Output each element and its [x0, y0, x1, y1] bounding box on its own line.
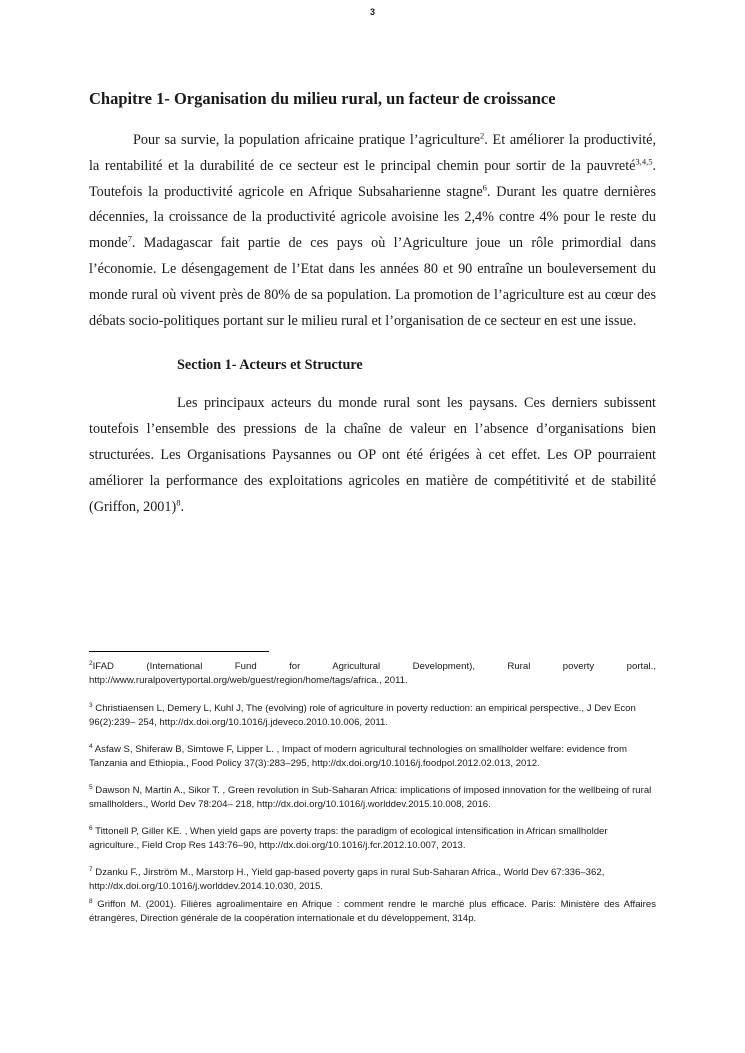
footnote-item [89, 743, 656, 771]
footnote-text: Christiaensen L, Demery L, Kuhl J, The (evolving) role of agriculture in poverty reduction: an empirical perspective., J Dev Econ 96(2):239– 254, http://dx.doi.org/10.1016/j.jdeveco.2010.10.006, 2011. [89, 703, 636, 728]
footnote-item [89, 898, 656, 926]
page-number: 3 [369, 7, 375, 17]
paragraph-text: Les principaux acteurs du monde rural sont les paysans. Ces derniers subissent toutefois l’ensemble des pressions de la chaîne de valeur en l’absence d’organisations bien structurées. Les Organisations Paysannes ou OP ont été érigées à cet effet. Les OP pourraient améliorer la performance des exploitations agricoles en matière de compétitivité et de stabilité (Griffon, 2001) [89, 395, 656, 515]
footnotes [89, 660, 656, 926]
paragraph-actors [89, 391, 656, 520]
footnote-number: 8 [89, 897, 93, 905]
paragraph-text: . Toutefois la productivité agricole en Afrique Subsaharienne stagne [89, 157, 656, 200]
footnote-text: Asfaw S, Shiferaw B, Simtowe F, Lipper L. , Impact of modern agricultural technologies on smallholder welfare: evidence from Tanzania and Ethiopia., Food Policy 37(3):283–295, http://dx.doi.org/10.1016/j.foodpol.2012.02.013, 2012. [89, 744, 627, 769]
footnote-number: 6 [89, 824, 93, 832]
paragraph-text: . Durant les quatre dernières décennies, la croissance de la productivité agricole avoisine les 2,4% contre 4% pour le reste du monde [89, 183, 656, 252]
footnote-text: Tittonell P, Giller KE. , When yield gaps are poverty traps: the paradigm of ecological intensification in African smallholder agriculture., Field Crop Res 143:76–90, http://dx.doi.org/10.1016/j.fcr.2012.10.007, 2013. [89, 826, 608, 851]
section-title: Section 1- Acteurs et Structure [177, 357, 363, 374]
footnote-ref[interactable]: 7 [127, 233, 132, 244]
footnote-item [89, 866, 656, 894]
footnote-ref[interactable]: 6 [482, 181, 487, 192]
footnote-number: 7 [89, 865, 93, 873]
paragraph-text: . Et améliorer la productivité, la rentabilité et la durabilité de ce secteur est le principal chemin pour sortir de la pauvreté [89, 132, 656, 174]
paragraph-text: . Madagascar fait partie de ces pays où l’Agriculture joue un rôle primordial dans l’économie. Le désengagement de l’Etat dans les années 80 et 90 entraîne un bouleversement du monde rural où vivent près de 80% de sa population. La promotion de l’agriculture est au cœur des débats socio-politiques portant sur le milieu rural et l’organisation de ce secteur en est une issue. [89, 235, 656, 329]
footnote-ref[interactable]: 3,4,5 [635, 156, 653, 167]
paragraph-text: Pour sa survie, la population africaine pratique l’agriculture [133, 132, 481, 148]
footnote-text: Griffon M. (2001). Filières agroalimentaire en Afrique : comment rendre le marché plus efficace. Paris: Ministère des Affaires étrangères, Direction générale de la coopération internationale et du développement, 314p. [89, 899, 656, 924]
footnote-separator [89, 651, 269, 652]
footnote-text: Dzanku F., Jirström M., Marstorp H., Yield gap-based poverty gaps in rural Sub-Saharan Africa., World Dev 67:336–362, http://dx.doi.org/10.1016/j.worlddev.2014.10.030, 2015. [89, 867, 605, 892]
main-content [89, 88, 656, 520]
footnote-item [89, 784, 656, 812]
chapter-title: Chapitre 1- Organisation du milieu rural, un facteur de croissance [89, 89, 556, 108]
paragraph-intro [89, 128, 656, 334]
footnote-number: 3 [89, 701, 93, 709]
footnote-item [89, 702, 656, 730]
footnote-text: IFAD (International Fund for Agricultural Development), Rural poverty portal., http://www.ruralpovertyportal.org/web/guest/region/home/tags/africa., 2011. [89, 661, 656, 686]
footnote-ref[interactable]: 8 [176, 496, 181, 507]
footnote-item [89, 660, 656, 688]
footnote-item [89, 825, 656, 853]
footnote-number: 5 [89, 783, 93, 791]
footnote-text: Dawson N, Martin A., Sikor T. , Green revolution in Sub-Saharan Africa: implications of imposed innovation for the wellbeing of rural smallholders., World Dev 78:204– 218, http://dx.doi.org/10.1016/j.worlddev.2015.10.008, 2016. [89, 785, 652, 810]
footnote-number: 2 [89, 659, 93, 667]
footnote-ref[interactable]: 2 [480, 130, 485, 141]
footnote-number: 4 [89, 742, 93, 750]
paragraph-text: . [180, 498, 185, 515]
